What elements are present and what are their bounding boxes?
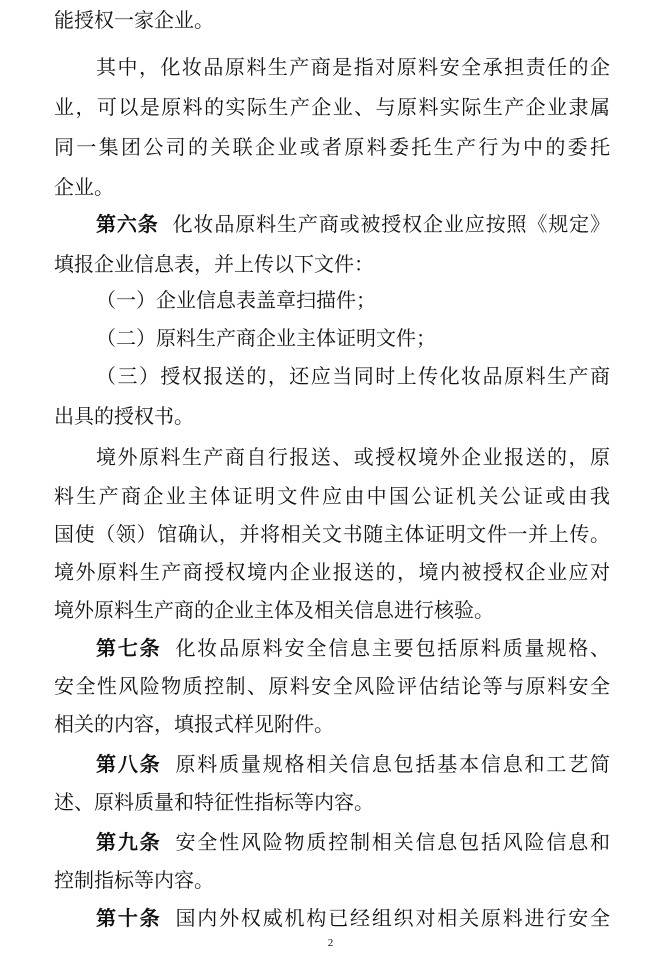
page-number: 2 (327, 937, 334, 949)
text-line: 料生产商企业主体证明文件应由中国公证机关公证或由我 (54, 484, 610, 508)
list-item: （二）原料生产商企业主体证明文件； (96, 326, 436, 350)
text-line: 境外原料生产商的企业主体及相关信息进行核验。 (54, 598, 494, 622)
text-line: 企业。 (54, 175, 114, 199)
article-9-line (96, 822, 610, 862)
text-line: 控制指标等内容。 (54, 868, 214, 892)
text-line: 境外原料生产商授权境内企业报送的，境内被授权企业应对 (54, 560, 610, 584)
text-line: 安全性风险物质控制、原料安全风险评估结论等与原料安全 (54, 674, 610, 698)
article-7-line (96, 628, 610, 668)
text-line: 填报企业信息表，并上传以下文件： (54, 252, 374, 276)
article-6-line (96, 204, 610, 244)
article-9-text: 安全性风险物质控制相关信息包括风险信息和 (175, 830, 611, 854)
article-8-text: 原料质量规格相关信息包括基本信息和工艺简 (175, 752, 611, 776)
article-6-heading: 第六条 (96, 212, 159, 236)
text-line: 相关的内容，填报式样见附件。 (54, 712, 334, 736)
article-7-heading: 第七条 (96, 636, 162, 660)
article-10-text: 国内外权威机构已经组织对相关原料进行安全 (175, 906, 611, 930)
article-8-heading: 第八条 (96, 752, 162, 776)
article-8-line (96, 744, 610, 784)
text-line: 国使（领）馆确认，并将相关文书随主体证明文件一并上传。 (54, 522, 610, 546)
article-9-heading: 第九条 (96, 830, 162, 854)
text-line: 其中，化妆品原料生产商是指对原料安全承担责任的企 (96, 55, 610, 79)
article-10-heading: 第十条 (96, 906, 162, 930)
text-line: 同一集团公司的关联企业或者原料委托生产行为中的委托 (54, 135, 610, 159)
article-6-text: 化妆品原料生产商或被授权企业应按照《规定》 (172, 212, 611, 236)
article-7-text: 化妆品原料安全信息主要包括原料质量规格、 (175, 636, 611, 660)
text-line: 述、原料质量和特征性指标等内容。 (54, 790, 374, 814)
text-line: 境外原料生产商自行报送、或授权境外企业报送的，原 (96, 445, 610, 469)
list-item: （三）授权报送的，还应当同时上传化妆品原料生产商 (96, 364, 610, 388)
article-10-line (96, 898, 610, 938)
text-line: 出具的授权书。 (54, 404, 194, 428)
list-item: （一）企业信息表盖章扫描件； (96, 288, 376, 312)
text-line: 业，可以是原料的实际生产企业、与原料实际生产企业隶属 (54, 95, 610, 119)
text-line: 能授权一家企业。 (54, 8, 214, 32)
